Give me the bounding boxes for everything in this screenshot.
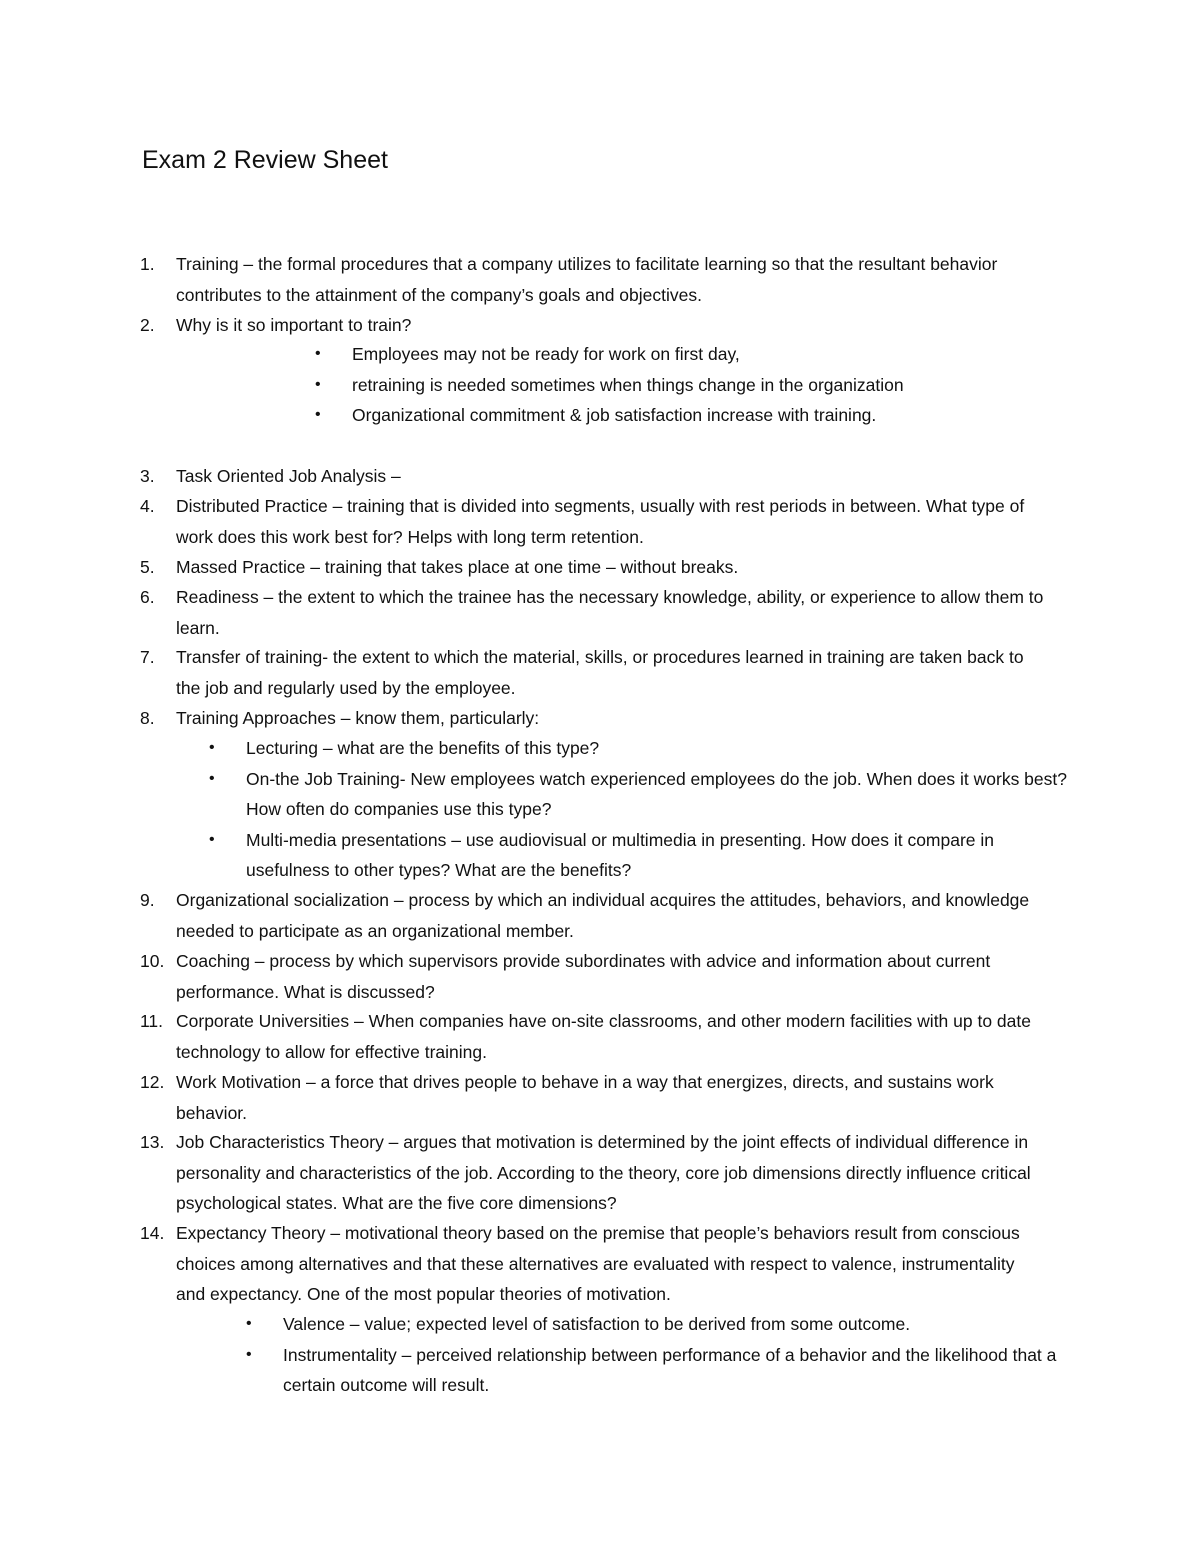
list-item-10 [140, 946, 1060, 1007]
bullet-text: Multi-media presentations – use audiovisual or multimedia in presenting. How does it compare in usefulness to other types? What are the benefits? [246, 829, 995, 880]
item-number: 12. [140, 1072, 165, 1092]
item-text: Work Motivation – a force that drives people to behave in a way that energizes, directs, and sustains work behavior. [176, 1072, 994, 1123]
item-number: 11. [140, 1011, 164, 1031]
list-item-4 [140, 491, 1060, 552]
bullet-item [209, 733, 1069, 764]
bullet-glyph: • [209, 769, 215, 787]
bullet-list-item-2 [315, 339, 1075, 431]
bullet-item [315, 339, 1075, 370]
item-number: 8. [140, 708, 155, 728]
bullet-text: Instrumentality – perceived relationship between performance of a behavior and the likelihood that a certain outcome will result. [283, 1344, 1057, 1395]
item-text: Distributed Practice – training that is divided into segments, usually with rest periods in between. What type of work does this work best for? Helps with long term retention. [176, 496, 1025, 547]
item-text: Coaching – process by which supervisors provide subordinates with advice and information about current performance. What is discussed? [176, 951, 991, 1002]
item-text: Task Oriented Job Analysis – [176, 466, 401, 486]
list-item-6 [140, 582, 1060, 643]
bullet-glyph: • [315, 345, 321, 362]
item-number: 10. [140, 951, 165, 971]
bullet-glyph: • [315, 406, 321, 423]
list-item-12 [140, 1067, 1060, 1128]
list-item-2 [140, 310, 1060, 341]
item-number: 13. [140, 1132, 165, 1152]
list-item-8 [140, 703, 1060, 734]
item-text: Readiness – the extent to which the trainee has the necessary knowledge, ability, or experience to allow them to learn. [176, 587, 1044, 638]
list-item-7 [140, 642, 1060, 703]
bullet-glyph: • [246, 1345, 252, 1363]
bullet-list-item-14 [246, 1309, 1066, 1401]
item-number: 6. [140, 587, 155, 607]
bullet-list-item-8 [209, 733, 1069, 886]
list-item-3 [140, 461, 1060, 492]
page-title: Exam 2 Review Sheet [142, 146, 388, 174]
bullet-glyph: • [209, 739, 215, 756]
item-number: 5. [140, 557, 155, 577]
item-number: 7. [140, 647, 155, 667]
item-number: 2. [140, 315, 155, 335]
bullet-text: Employees may not be ready for work on first day, [352, 344, 740, 364]
item-text: Organizational socialization – process by which an individual acquires the attitudes, behaviors, and knowledge needed to participate as an organizational member. [176, 890, 1030, 941]
item-text: Training – the formal procedures that a company utilizes to facilitate learning so that the resultant behavior contributes to the attainment of the company’s goals and objectives. [176, 254, 998, 305]
bullet-glyph: • [246, 1315, 252, 1332]
bullet-text: Valence – value; expected level of satisfaction to be derived from some outcome. [283, 1314, 911, 1334]
list-item-13 [140, 1127, 1060, 1219]
bullet-text: Lecturing – what are the benefits of this type? [246, 738, 600, 758]
item-text: Training Approaches – know them, particularly: [176, 708, 540, 728]
item-text: Corporate Universities – When companies have on-site classrooms, and other modern facilities with up to date technology to allow for effective training. [176, 1011, 1031, 1062]
bullet-glyph: • [209, 830, 215, 848]
bullet-item [315, 400, 1075, 431]
item-text: Job Characteristics Theory – argues that motivation is determined by the joint effects of individual difference in personality and characteristics of the job. According to the theory, core job dimensions directly influence critical psychological states. What are the five core dimensions? [176, 1132, 1031, 1213]
item-number: 14. [140, 1223, 165, 1243]
bullet-item [315, 370, 1075, 401]
bullet-glyph: • [315, 375, 321, 393]
list-item-11 [140, 1006, 1060, 1067]
bullet-item [209, 764, 1069, 825]
bullet-item [246, 1309, 1066, 1340]
bullet-item [246, 1340, 1066, 1401]
item-text: Why is it so important to train? [176, 315, 412, 335]
item-number: 4. [140, 496, 155, 516]
item-number: 1. [140, 254, 155, 274]
bullet-text: retraining is needed sometimes when things change in the organization [352, 374, 904, 395]
bullet-text: On-the Job Training- New employees watch experienced employees do the job. When does it works best? How often do companies use this type? [246, 768, 1067, 819]
list-item-9 [140, 885, 1060, 946]
item-text: Massed Practice – training that takes place at one time – without breaks. [176, 557, 739, 577]
list-item-5 [140, 552, 1060, 583]
item-text: Expectancy Theory – motivational theory based on the premise that people’s behaviors result from conscious choices among alternatives and that these alternatives are evaluated with respect to valence, instrumentality and expectancy. One of the most popular theories of motivation. [176, 1223, 1020, 1304]
item-number: 3. [140, 466, 155, 486]
list-item-14 [140, 1218, 1060, 1310]
bullet-item [209, 825, 1069, 886]
item-number: 9. [140, 890, 155, 910]
item-text: Transfer of training- the extent to which the material, skills, or procedures learned in training are taken back to the job and regularly used by the employee. [176, 647, 1024, 698]
list-item-1 [140, 249, 1060, 310]
bullet-text: Organizational commitment & job satisfaction increase with training. [352, 405, 877, 425]
